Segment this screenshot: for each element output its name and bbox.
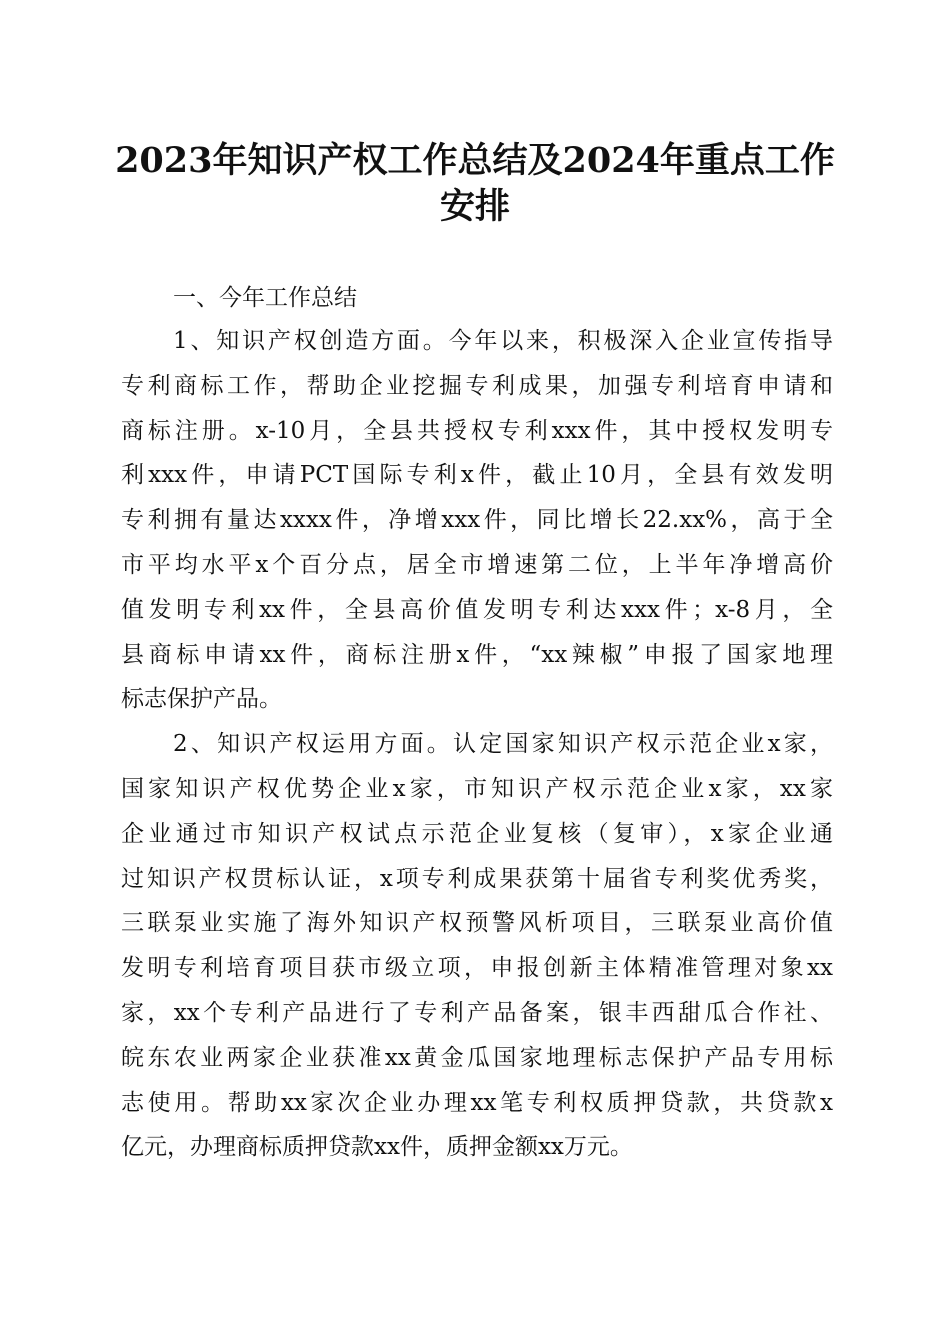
title-line-1: 2023年知识产权工作总结及2024年重点工作 [115,140,835,181]
paragraph-line: 亿元，办理商标质押贷款xx件，质押金额xx万元。 [121,1134,633,1161]
paragraph-line: 皖东农业两家企业获准xx黄金瓜国家地理标志保护产品专用标 [121,1044,833,1071]
paragraph-line: 县商标申请xx件，商标注册x件，“xx辣椒”申报了国家地理 [121,641,833,668]
paragraph-line: 发明专利培育项目获市级立项，申报创新主体精准管理对象xx [121,955,833,982]
paragraph-line: 标志保护产品。 [121,686,282,713]
paragraph-line: 1、知识产权创造方面。今年以来，积极深入企业宣传指导 [173,328,833,354]
paragraph-line: 利xxx件，申请PCT国际专利x件，截止10月，全县有效发明 [121,462,833,489]
document-title [110,138,840,230]
document-body [121,283,833,1170]
title-line-2: 安排 [439,186,510,227]
paragraph-line: 商标注册。x-10月，全县共授权专利xxx件，其中授权发明专 [121,417,833,444]
paragraph-ip-application [121,722,833,1170]
section-heading: 一、今年工作总结 [173,285,357,311]
paragraph-line: 志使用。帮助xx家次企业办理xx笔专利权质押贷款，共贷款x [121,1089,833,1116]
paragraph-line: 家，xx个专利产品进行了专利产品备案，银丰西甜瓜合作社、 [121,999,833,1026]
paragraph-line: 国家知识产权优势企业x家，市知识产权示范企业x家，xx家 [121,775,833,802]
paragraph-line: 专利商标工作，帮助企业挖掘专利成果，加强专利培育申请和 [121,372,833,399]
paragraph-line: 值发明专利xx件，全县高价值发明专利达xxx件；x-8月，全 [121,596,833,623]
paragraph-line: 市平均水平x个百分点，居全市增速第二位，上半年净增高价 [121,551,833,578]
paragraph-line: 三联泵业实施了海外知识产权预警风析项目，三联泵业高价值 [121,910,833,937]
paragraph-line: 过知识产权贯标认证，x项专利成果获第十届省专利奖优秀奖， [121,865,833,892]
paragraph-line: 企业通过市知识产权试点示范企业复核（复审），x家企业通 [121,820,833,847]
paragraph-ip-creation [121,319,833,722]
paragraph-line: 专利拥有量达xxxx件，净增xxx件，同比增长22.xx%，高于全 [121,507,833,534]
paragraph-line: 2、知识产权运用方面。认定国家知识产权示范企业x家， [173,731,833,758]
